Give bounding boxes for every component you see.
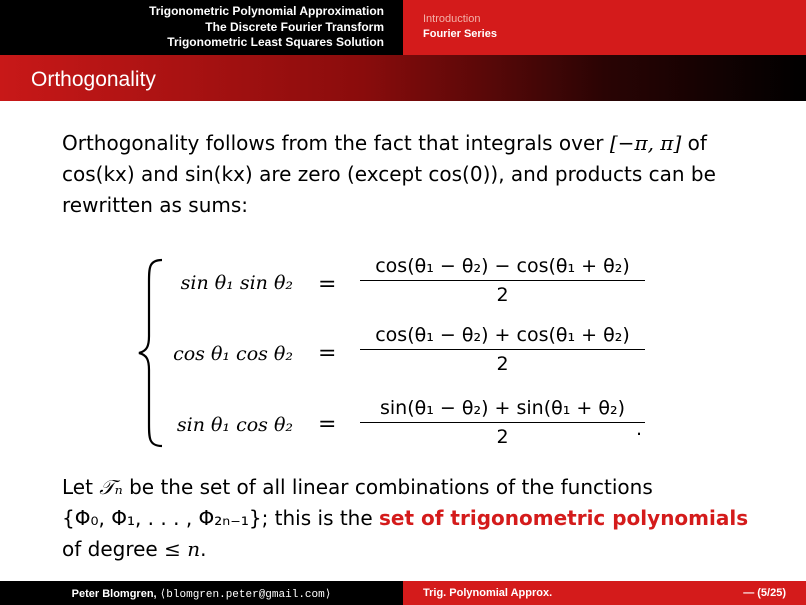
footer-short-title: Trig. Polynomial Approx. [423,587,553,599]
header-bar [0,0,806,55]
equation-1-numerator: cos(θ₁ − θ₂) − cos(θ₁ + θ₂) [360,255,645,281]
left-brace [136,258,168,448]
cos0-math: cos(0) [428,162,491,186]
definition-paragraph [62,472,752,565]
frame-title: Orthogonality [31,68,156,91]
equation-2-fraction [360,324,645,375]
footer-title-panel [403,581,806,605]
p1-text-3: and [134,162,186,186]
equation-3-equals: = [318,412,337,437]
footer-author [0,587,403,601]
footer-author-panel [0,581,403,605]
section-link-trig-poly-approx[interactable]: Trigonometric Polynomial Approximation [149,4,384,18]
footer-page-number: — (5/25) [743,587,786,599]
p1-text-1: Orthogonality follows from the fact that integrals over [62,131,610,155]
equation-period: . [636,418,643,440]
author-name: Peter Blomgren, [71,588,157,600]
section-link-dft[interactable]: The Discrete Fourier Transform [205,19,384,34]
sin-kx-math: sin(kx) [185,162,253,186]
p2-text-1: Let [62,475,100,499]
footer-bar [0,581,806,605]
cos-kx-math: cos(kx) [62,162,135,186]
equation-1-lhs: sin θ₁ sin θ₂ [180,272,293,294]
intro-paragraph [62,128,752,221]
subsection-link-introduction[interactable]: Introduction [423,13,481,25]
p2-text-2: be the set of all linear combinations of the functions [122,475,653,499]
p2-text-4: of degree [62,537,165,561]
p2-text-3: ; this is the [261,506,380,530]
equation-2-lhs: cos θ₁ cos θ₂ [173,343,293,365]
equation-3-lhs: sin θ₁ cos θ₂ [176,414,293,436]
equation-3-denominator: 2 [496,426,509,448]
section-link-trig-least-squares[interactable]: Trigonometric Least Squares Solution [167,35,384,49]
p2-text-5: . [200,537,207,561]
section-nav [0,0,403,55]
equation-2-denominator: 2 [496,353,509,375]
equation-2-numerator: cos(θ₁ − θ₂) + cos(θ₁ + θ₂) [360,324,645,350]
p1-text-2: of [681,131,707,155]
p1-text-4: are zero (except [252,162,429,186]
equation-1-equals: = [318,272,337,297]
equation-3-fraction [360,397,645,448]
highlight-trig-polynomials: set of trigonometric polynomials [379,506,749,530]
subsection-nav [403,0,806,55]
section-list [149,4,384,51]
equation-1-fraction [360,255,645,306]
equation-1-denominator: 2 [496,284,509,306]
equation-2-equals: = [318,341,337,366]
frame-title-bar [0,55,806,101]
interval-math: [−π, π] [609,131,682,155]
Tn-symbol: 𝒯ₙ [99,475,123,499]
subsection-link-fourier-series[interactable]: Fourier Series [423,27,497,40]
le-n-math: ≤ n [164,537,201,561]
basis-set-math: {Φ₀, Φ₁, . . . , Φ₂ₙ₋₁} [62,506,262,530]
subsection-list [423,12,497,41]
equation-3-numerator: sin(θ₁ − θ₂) + sin(θ₁ + θ₂) [360,397,645,423]
p1-text-5: ), and products can be rewritten as sums: [62,162,716,217]
author-email: ⟨blomgren.peter@gmail.com⟩ [159,589,332,601]
